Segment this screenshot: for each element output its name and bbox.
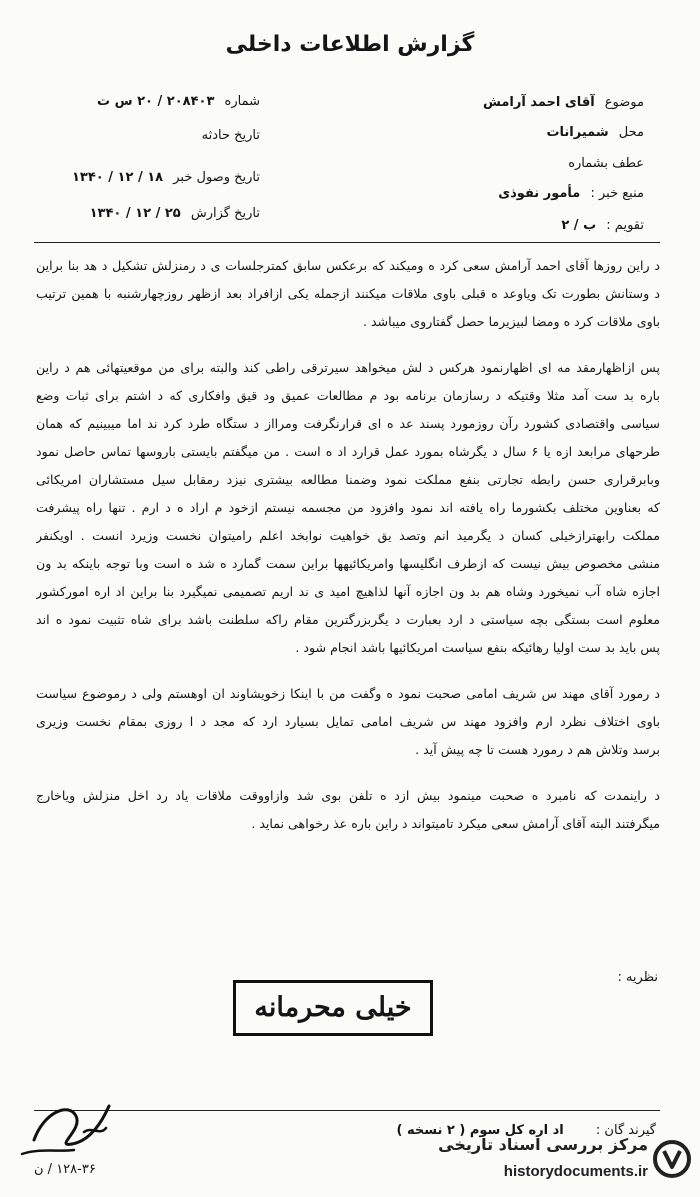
handwritten-signature: [14, 1092, 124, 1162]
text-line: باوی اختلاف نظرد ارم وافزود مهند س شریف امامی تمایل بسیارد ارد که مجد د ا روزی بمقام نخست وزیری: [36, 714, 660, 729]
text-line: باوی ملاقات کرد ه ومضا لبیزیرما حصل گفتاروی میباشد .: [362, 314, 660, 329]
document-number: ۱۲۸-۳۶ / ن: [34, 1162, 96, 1177]
text-line: میگرفتند البته آقای آرامش سعی میکرد تامیتواند د راین باره عذ رخواهی نماید .: [251, 816, 660, 831]
watermark-text-en: historydocuments.ir: [503, 1163, 648, 1180]
watermark-text-fa: مرکز بررسی اسناد تاریخی: [438, 1135, 648, 1154]
text-line: د رمورد آقای مهند س شریف امامی صحبت نمود ه وگفت من با اینکا زخویشاوند ان اوهستم ولی د رموضوع سیاست: [36, 686, 660, 701]
text-line: که بعناوین مختلف بکشورما راه یافته اند نمود وافزود من مجسمه نیستم ازخود م اراد ه د ارم . تنها راه پیشرفت: [36, 500, 660, 515]
watermark-logo: [415, 1133, 700, 1197]
text-line: طرحهای مرابعد ازه یا ۶ سال د یگرشاه بمورد عمل قرارد اد ه است . من میگفتم بایستی باروسها تماس حاصل نمود: [36, 444, 660, 459]
header-divider: [34, 242, 660, 243]
recipients-value: اد اره کل سوم ( ۲ نسخه ): [396, 1123, 564, 1138]
header-location: محل شمیرانات: [546, 125, 644, 140]
header-calendar: تقویم : ب / ۲: [561, 218, 644, 233]
text-line: مملکت رابهترازخیلی کسان د یگرمید انم وتصد یق خواهیت نوابخد اعلم رامیتوان نخست وزیرد انست . اویکنفر: [36, 528, 660, 543]
report-body: [36, 252, 660, 856]
paragraph: [36, 680, 660, 764]
paragraph: [36, 252, 660, 336]
paragraph: [36, 782, 660, 838]
header-source: منبع خبر : مأمور نفوذی: [498, 186, 644, 201]
confidential-stamp: خیلی محرمانه: [233, 980, 433, 1036]
text-line: منشی مخصوص بیش نیست که ازطرف انگلیسها وامریکائیهها براین سمت گمارد ه شد ه است وبا توجه باینکه بد ون: [36, 556, 660, 571]
text-line: د وستانش بطورت تک ویاوعد ه قبلی باوی ملاقات میکنند ازجمله یکی ازافراد بعد ازظهر روزچهارشنبه با همین ترتیب: [36, 286, 660, 301]
header-report-date: تاریخ گزارش ۲۵ / ۱۲ / ۱۳۴۰: [89, 206, 260, 221]
text-line: سیاسی واقتصادی کشورد رآن روزمورد پسند عد ه ای قرارنگرفت ومرااز د ستگاه طرد کرد ند اما میبینیم که همان: [36, 416, 660, 431]
header-number: شماره ۲۰۸۴۰۳ / ۲۰ س ت: [97, 94, 260, 109]
header-received-date: تاریخ وصول خبر ۱۸ / ۱۲ / ۱۳۴۰: [71, 170, 260, 185]
text-line: پس ازاظهارمقد مه ای اظهارنمود هرکس د لش میخواهد سیرترقی راطی کند والبته برای من موقعیتهائی هم د راین: [36, 360, 660, 375]
header-incident-date: تاریخ حادثه: [201, 128, 260, 143]
header-reference: عطف بشماره: [568, 156, 644, 171]
text-line: وبابرقراری حسن رابطه تجارتی بنفع مملکت نمود وضمنا مطالعه بیشتری نیزد رمقابل سیل مستشاران امریکائی: [36, 472, 660, 487]
header-subject: موضوع آقای احمد آرامش: [482, 95, 644, 110]
recipients-label: گیرند گان :: [595, 1123, 656, 1138]
text-line: اجازه شاه آب نمیخورد وشاه هم بد ون اجازه آنها لذاهیچ امید ی ند اریم تصمیمی نمیگیرد بنا براین اد اره امورکشور: [36, 584, 660, 599]
text-line: پس باید بد ست اولیا رهائیکه بنفع سیاست امریکائیها باشد انجام شود .: [295, 640, 660, 655]
text-line: د راین روزها آقای احمد آرامش سعی کرد ه ومیکند که برعکس سابق کمترجلسات ی د رمنزلش تشکیل د هد بنا براین: [36, 258, 660, 273]
opinion-label: نظریه :: [617, 970, 658, 985]
text-line: معلوم است بستگی بچه سیاستی د ارد بعبارت د یگربزرگترین مقام راکه سلطنت باشد برای شاه تثبیت نمود ه اند: [36, 612, 660, 627]
paragraph: [36, 354, 660, 662]
text-line: باره بد ست آمد مثلا وقتیکه د رسازمان برنامه بود م مطالعات عمیق ود قیق وافکاری که د اشتم برای ثبات وضع: [36, 388, 660, 403]
text-line: د راینمدت که نامبرد ه صحبت مینمود بیش ازد ه تلفن بوی شد وازاووقت ملاقات یاد رد اخل منزلش ویاخارج: [36, 788, 660, 803]
footer-divider: [34, 1110, 660, 1111]
text-line: برسد وتلاش هم د رمورد هست تا چه پیش آید .: [415, 742, 660, 757]
document-title: گزارش اطلاعات داخلی: [225, 32, 475, 57]
archive-logo-icon: [652, 1139, 692, 1179]
